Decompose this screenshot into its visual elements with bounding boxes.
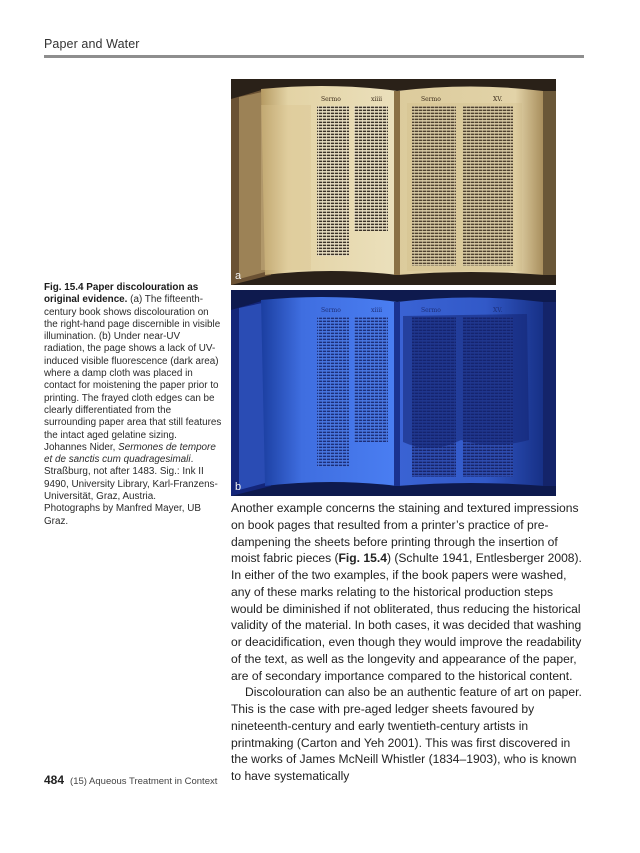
svg-text:Sermo: Sermo bbox=[421, 96, 441, 103]
svg-text:XV.: XV. bbox=[493, 96, 503, 103]
panel-a-label: a bbox=[235, 270, 242, 282]
body-paragraph-1: Another example concerns the staining and textured impressions on book pages that resulted from a printer’s practice of pre-dampening the sheets before printing through the insertion of moist fabric pieces (Fig. 15.4) (Schulte 1941, Entlesberger 2008). In either of the two examples, if the book papers were washed, any of these marks relating to the historical production steps would be diminished if not obliterated, thus reducing the historical validity of the material. In both cases, it was decided that washing or deacidification, even though they would improve the readability of the text, as well as the longevity and appearance of the paper, are of secondary importance compared to the historical content. bbox=[231, 501, 582, 683]
book-photo-visible bbox=[231, 79, 556, 285]
caption-book-title: Sermones de tempore et de sanctis cum quadragesimali bbox=[44, 441, 216, 466]
caption-credit: Photographs by Manfred Mayer, UB Graz. bbox=[44, 503, 201, 527]
svg-text:Sermo: Sermo bbox=[321, 307, 341, 314]
figure-panel-b bbox=[231, 290, 556, 496]
caption-description: (a) The fifteenth-century book shows discolouration on the right-hand page discernible in visible illumination. (b) Under near-UV radiation, the page shows a lack of UV-induced visible fluorescence (dark area) where a damp cloth was placed in contact for moistening the paper prior to printing. The frayed cloth edges can be clearly differentiated from the surrounding paper area that still features the intact aged gelatine sizing. Johannes Nider, bbox=[44, 294, 222, 453]
caption-text bbox=[44, 282, 222, 503]
svg-text:Sermo: Sermo bbox=[321, 96, 341, 103]
page-number: 484 bbox=[44, 773, 65, 787]
svg-text:xiiii: xiiii bbox=[371, 307, 383, 314]
caption-source: . Straßburg, not after 1483. Sig.: Ink II 9490, University Library, Karl-Franzens-Universität, Graz, Austria. bbox=[44, 454, 218, 503]
book-photo-uv bbox=[231, 290, 556, 496]
figure-reference: Fig. 15.4 bbox=[338, 551, 387, 566]
page-footer bbox=[44, 773, 217, 787]
header-rule bbox=[44, 55, 584, 58]
running-head: Paper and Water bbox=[44, 37, 140, 51]
chapter-title: (15) Aqueous Treatment in Context bbox=[70, 776, 218, 787]
figure-caption bbox=[44, 282, 222, 528]
body-paragraph-2: Discolouration can also be an authentic feature of art on paper. This is the case with pre-aged ledger sheets favoured by nineteenth-century and early twentieth-century artists in printmaking (Carton and Yeh 2001). This was first discovered in the works of James McNeill Whistler (1834–1903), who is known to have systematically bbox=[231, 685, 582, 783]
body-text bbox=[231, 500, 585, 785]
caption-label: Fig. 15.4 Paper discolouration as original evidence. bbox=[44, 282, 199, 306]
figure-panel-a bbox=[231, 79, 556, 285]
svg-text:Sermo: Sermo bbox=[421, 307, 441, 314]
panel-b-label: b bbox=[235, 481, 242, 493]
svg-text:xiiii: xiiii bbox=[371, 96, 383, 103]
svg-text:XV.: XV. bbox=[493, 307, 503, 314]
